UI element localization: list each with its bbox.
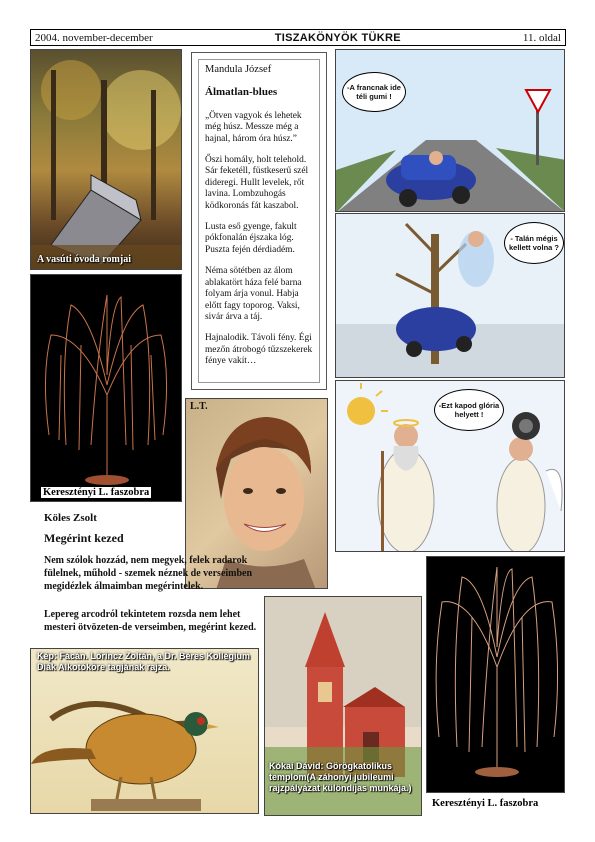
poem-author: Mandula József [205,64,272,75]
poem-stanza: Őszi homály, holt telehold. Sár feketéll, füstkeserű szél dideregi. Hullt levelek, rőt lavina. Lombzuhogás ködkoronás fát kaszabol. [205,155,309,211]
poem-stanza: Lusta eső gyenge, fakult pókfonalán éjszaka lóg. Puszta fején dérdiadém. [205,222,297,255]
pheasant-caption: Kép: Fácán. Lőrincz Zoltán, a Dr. Béres Kollégium Diák Alkotóköre tagjának rajza. [37,651,251,672]
pheasant-drawing [30,648,259,814]
copper-tree-caption-2: Keresztényi L. faszobra [432,798,539,809]
copper-tree-illustration [31,275,182,502]
poem-box [191,52,327,390]
portrait-label: L.T. [190,401,208,412]
church-caption: Kókai Dávid: Görögkatolikus templom(A záhonyi jubileumi rajzpályázat különdíjas munkája.) [269,761,412,793]
comic-panel-1 [335,49,565,212]
copper-tree-caption-1: Keresztényi L. faszobra [43,487,150,498]
page-header [30,29,566,46]
newspaper-title: TISZAKÖNYÖK TÜKRE [274,31,401,44]
article-title: Megérint kezed [44,531,124,545]
page-number: 11. oldal [522,31,561,44]
poem-stanza: Néma sötétben az álom ablakatört háza felé barna folyam árja vonul. Habja előtt fagy toporog. Vaksi, sivár árva a táj. [205,266,302,322]
copper-tree-photo-1 [30,274,182,502]
comic-panel-2 [335,213,565,378]
poem-stanza: Hajnalodik. Távoli fény. Égi mezőn átrobogó tűzszekerek fénye vakít… [205,333,313,367]
speech-bubble: -A francnak ide téli gumi ! [342,72,406,112]
issue-date: 2004. november-december [35,31,153,44]
poem-stanza: „Ötven vagyok és lehetek még húsz. Messze még a hajnal, három óra húsz.” [205,110,302,144]
pheasant-illustration [31,649,259,814]
copper-tree-illustration [427,557,565,793]
ruins-illustration [31,50,182,270]
church-drawing [264,596,422,816]
speech-bubble: - Talán mégis kellett volna ? [504,222,564,264]
article-author: Köles Zsolt [44,512,97,524]
poem-title: Álmatlan-blues [205,86,278,99]
article-paragraph: Lepereg arcodról tekintetem rozsda nem lehet mesteri ötvözeten-de verseimben, megérint kezed. [44,609,257,633]
article-paragraph: Nem szólok hozzád, nem megyek, felek radarok fülelnek, műhold - szemek néznek de verseimben megidézlek álmaimban megérintelek. [44,555,253,592]
comic-panel-3 [335,380,565,552]
kindergarten-caption: A vasúti óvoda romjai [37,254,131,265]
kindergarten-ruins-photo [30,49,182,270]
copper-tree-photo-2 [426,556,565,793]
speech-bubble: -Ezt kapod glória helyett ! [434,389,504,431]
